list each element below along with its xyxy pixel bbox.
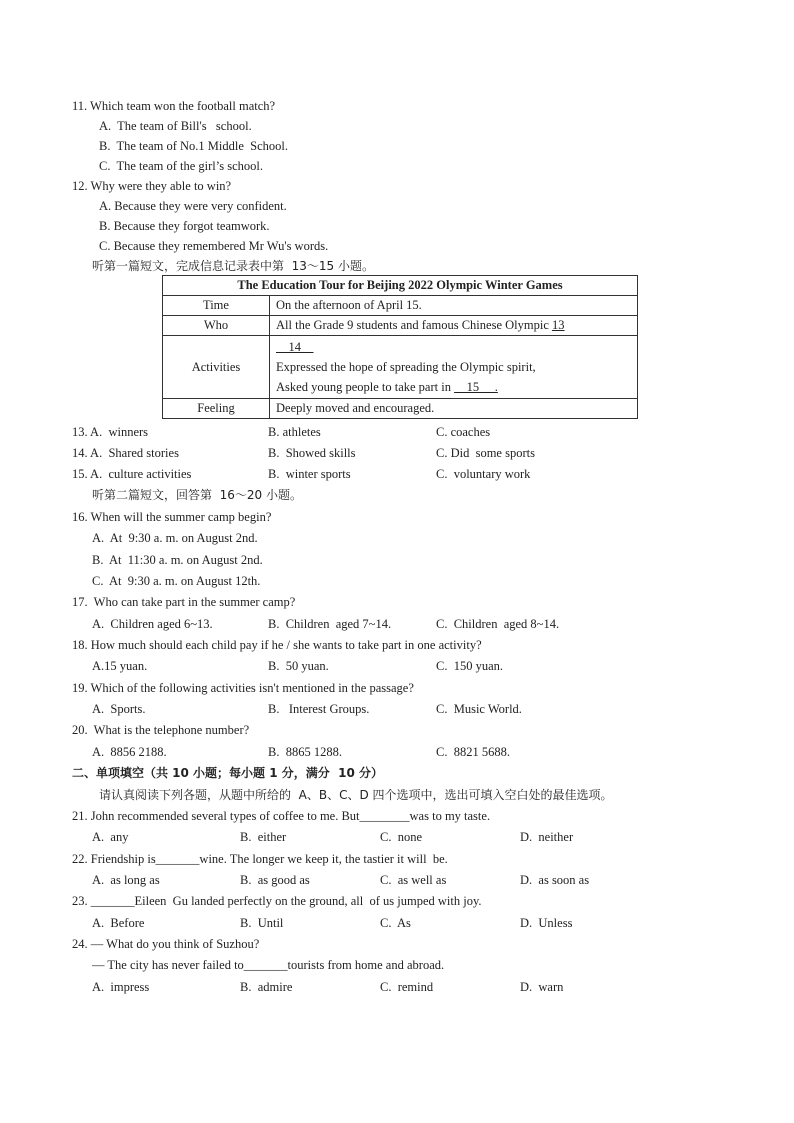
- table-title: The Education Tour for Beijing 2022 Olympic Winter Games: [163, 276, 638, 296]
- question-24-option-a: A. impress: [92, 980, 150, 994]
- question-13-option-b: B. athletes: [268, 425, 321, 439]
- question-23-option-c: C. As: [380, 916, 411, 930]
- activities-line-3: Asked young people to take part in: [276, 380, 455, 394]
- question-16-option-a: A. At 9:30 a. m. on August 2nd.: [92, 531, 258, 545]
- question-24-option-c: C. remind: [380, 980, 434, 994]
- question-22-stem: 22. Friendship is_______wine. The longer we keep it, the tastier it will be.: [72, 852, 448, 866]
- question-21-option-d: D. neither: [520, 830, 574, 844]
- question-12-stem: 12. Why were they able to win?: [72, 179, 232, 193]
- question-16-option-c: C. At 9:30 a. m. on August 12th.: [92, 574, 261, 588]
- question-22-option-a: A. as long as: [92, 873, 160, 887]
- who-cell: [270, 316, 638, 336]
- question-24-stem: 24. — What do you think of Suzhou?: [72, 937, 260, 951]
- time-value: On the afternoon of April 15.: [270, 296, 638, 316]
- question-18-option-b: B. 50 yuan.: [268, 659, 329, 673]
- question-11-option-a: A. The team of Bill's school.: [99, 119, 252, 133]
- activities-line-2: Expressed the hope of spreading the Olympic spirit,: [276, 360, 536, 374]
- time-label: Time: [163, 296, 270, 316]
- feeling-value: Deeply moved and encouraged.: [270, 399, 638, 419]
- question-15-option-a: 15. A. culture activities: [72, 467, 192, 481]
- question-15-option-b: B. winter sports: [268, 467, 351, 481]
- question-12-option-c: C. Because they remembered Mr Wu's words.: [99, 239, 329, 253]
- question-14-option-a: 14. A. Shared stories: [72, 446, 179, 460]
- question-21-option-c: C. none: [380, 830, 423, 844]
- question-17-option-b: B. Children aged 7~14.: [268, 617, 392, 631]
- question-23-option-b: B. Until: [240, 916, 284, 930]
- activities-cell: [270, 336, 638, 399]
- question-23-option-d: D. Unless: [520, 916, 573, 930]
- question-23-option-a: A. Before: [92, 916, 145, 930]
- section-2-heading: 二、单项填空（共 10 小题；每小题 1 分，满分 10 分）: [72, 766, 383, 780]
- question-24-option-d: D. warn: [520, 980, 564, 994]
- listening-instruction-1: 听第一篇短文，完成信息记录表中第 13～15 小题。: [92, 259, 374, 273]
- question-22-option-c: C. as well as: [380, 873, 447, 887]
- question-19-option-c: C. Music World.: [436, 702, 522, 716]
- question-14-option-c: C. Did some sports: [436, 446, 535, 460]
- question-19-option-a: A. Sports.: [92, 702, 146, 716]
- who-value: All the Grade 9 students and famous Chinese Olympic: [276, 318, 552, 332]
- question-23-stem: 23. _______Eileen Gu landed perfectly on the ground, all of us jumped with joy.: [72, 894, 482, 908]
- question-24-option-b: B. admire: [240, 980, 293, 994]
- listening-instruction-2: 听第二篇短文，回答第 16～20 小题。: [92, 488, 302, 502]
- question-20-option-a: A. 8856 2188.: [92, 745, 167, 759]
- question-24-stem-2: — The city has never failed to_______tourists from home and abroad.: [92, 958, 445, 972]
- question-19-stem: 19. Which of the following activities isn't mentioned in the passage?: [72, 681, 414, 695]
- question-16-stem: 16. When will the summer camp begin?: [72, 510, 272, 524]
- blank-14: 14: [276, 340, 314, 354]
- question-11-option-b: B. The team of No.1 Middle School.: [99, 139, 288, 153]
- blank-15: 15 .: [454, 380, 498, 394]
- question-20-stem: 20. What is the telephone number?: [72, 723, 250, 737]
- question-18-stem: 18. How much should each child pay if he / she wants to take part in one activity?: [72, 638, 482, 652]
- activities-label: Activities: [163, 336, 270, 399]
- question-22-option-d: D. as soon as: [520, 873, 590, 887]
- section-2-instruction: 请认真阅读下列各题，从题中所给的 A、B、C、D 四个选项中，选出可填入空白处的最佳选项。: [99, 788, 613, 802]
- question-17-stem: 17. Who can take part in the summer camp?: [72, 595, 296, 609]
- question-18-option-c: C. 150 yuan.: [436, 659, 504, 673]
- info-record-table: [162, 275, 638, 419]
- question-13-option-a: 13. A. winners: [72, 425, 149, 439]
- feeling-label: Feeling: [163, 399, 270, 419]
- blank-13: 13: [552, 318, 565, 332]
- question-20-option-b: B. 8865 1288.: [268, 745, 342, 759]
- who-label: Who: [163, 316, 270, 336]
- question-22-option-b: B. as good as: [240, 873, 310, 887]
- question-11-stem: 11. Which team won the football match?: [72, 99, 276, 113]
- question-21-option-b: B. either: [240, 830, 287, 844]
- question-20-option-c: C. 8821 5688.: [436, 745, 510, 759]
- question-21-stem: 21. John recommended several types of coffee to me. But________was to my taste.: [72, 809, 491, 823]
- question-18-option-a: A.15 yuan.: [92, 659, 148, 673]
- question-15-option-c: C. voluntary work: [436, 467, 531, 481]
- question-21-option-a: A. any: [92, 830, 129, 844]
- question-12-option-a: A. Because they were very confident.: [99, 199, 287, 213]
- question-14-option-b: B. Showed skills: [268, 446, 356, 460]
- question-11-option-c: C. The team of the girl’s school.: [99, 159, 263, 173]
- question-16-option-b: B. At 11:30 a. m. on August 2nd.: [92, 553, 263, 567]
- question-12-option-b: B. Because they forgot teamwork.: [99, 219, 270, 233]
- question-19-option-b: B. Interest Groups.: [268, 702, 370, 716]
- question-13-option-c: C. coaches: [436, 425, 491, 439]
- question-17-option-a: A. Children aged 6~13.: [92, 617, 213, 631]
- question-17-option-c: C. Children aged 8~14.: [436, 617, 560, 631]
